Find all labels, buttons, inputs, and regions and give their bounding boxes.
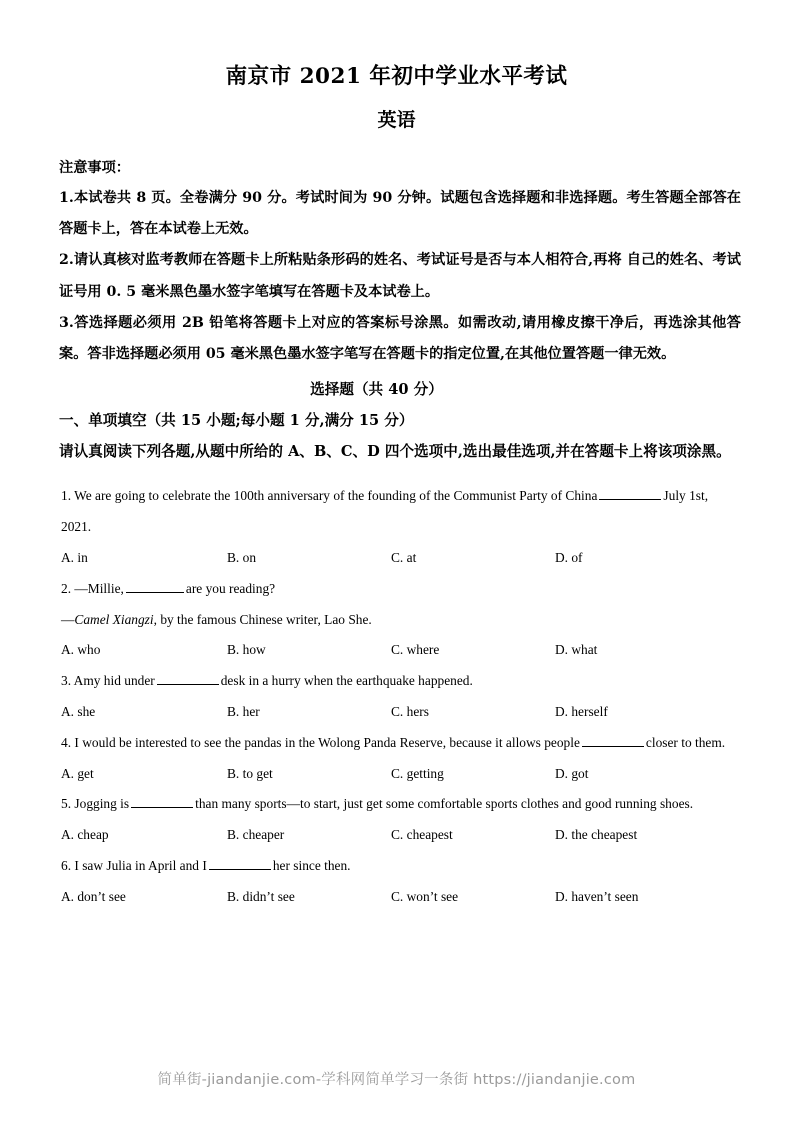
option-c[interactable]: C. where [391, 642, 440, 658]
answer-blank[interactable] [126, 581, 184, 593]
option-a[interactable]: A. cheap [61, 827, 109, 843]
question-options [61, 882, 739, 913]
option-a[interactable]: A. who [61, 642, 101, 658]
part-one-title: 一、单项填空（共 15 小题;每小题 1 分,满分 15 分） [59, 412, 414, 430]
question-text-after: , by the famous Chinese writer, Lao She. [153, 611, 372, 627]
answer-blank[interactable] [157, 673, 219, 685]
option-d[interactable]: D. of [555, 550, 583, 566]
question-number: 5. [61, 796, 72, 812]
option-c[interactable]: C. cheapest [391, 827, 453, 843]
option-b[interactable]: B. how [227, 642, 266, 658]
answer-blank[interactable] [599, 488, 661, 500]
subject-title: 英语 [377, 109, 416, 131]
question-text-after: are you reading? [185, 580, 276, 596]
question-text-after: July 1st, 2021. [61, 488, 709, 535]
question-number: 6. [61, 857, 72, 873]
question-number: 1. [61, 488, 72, 504]
question-number: 4. [61, 734, 72, 750]
question-number: 2. [61, 580, 72, 596]
question-stem [61, 789, 739, 820]
option-b[interactable]: B. cheaper [227, 827, 285, 843]
option-b[interactable]: B. her [227, 704, 260, 719]
note-item-2: 2.请认真核对监考教师在答题卡上所粘贴条形码的姓名、考试证号是否与本人相符合,再将 自己的姓名、考试证号用 0. 5 毫米黑色墨水签字笔填写在答题卡及本试卷上。 [59, 252, 741, 300]
option-b[interactable]: B. to get [227, 765, 273, 781]
option-a[interactable]: A. don’t see [61, 888, 126, 904]
question-options [61, 543, 739, 574]
question-text-before: I saw Julia in April and I [74, 857, 207, 873]
answer-blank[interactable] [209, 858, 271, 870]
question-text-before: —Millie, [74, 580, 124, 596]
question-stem [61, 481, 739, 543]
question-item [61, 789, 739, 851]
option-c[interactable]: C. at [391, 550, 417, 566]
question-text-after: desk in a hurry when the earthquake happened. [220, 673, 473, 689]
choice-section-title: 选择题（共 40 分） [310, 381, 443, 399]
part-one-instruction: 请认真阅读下列各题,从题中所给的 A、B、C、D 四个选项中,选出最佳选项,并在答题卡上将该项涂黑。 [59, 443, 731, 461]
option-a[interactable]: A. in [61, 550, 88, 566]
option-d[interactable]: D. what [555, 642, 598, 658]
option-b[interactable]: B. didn’t see [227, 888, 295, 904]
option-d[interactable]: D. herself [555, 704, 608, 719]
answer-blank[interactable] [131, 796, 193, 808]
notes-heading: 注意事项： [59, 160, 130, 176]
option-a[interactable]: A. get [61, 765, 94, 781]
question-item [61, 728, 739, 790]
question-text-after: than many sports—to start, just get some comfortable sports clothes and good running shoes. [195, 796, 694, 812]
question-stem [61, 666, 739, 697]
dialogue-dash: — [61, 611, 75, 627]
option-c[interactable]: C. won’t see [391, 888, 459, 904]
exam-notes [48, 154, 745, 370]
question-text-before: Jogging is [74, 796, 130, 812]
question-text-before: We are going to celebrate the 100th anniversary of the founding of the Communist Party of China [74, 488, 598, 504]
option-d[interactable]: D. got [555, 765, 589, 781]
option-d[interactable]: D. the cheapest [555, 827, 638, 843]
footer-watermark: 简单街-jiandanjie.com-学科网简单学习一条街 https://jiandanjie.com [157, 1072, 636, 1088]
question-options [61, 635, 739, 666]
question-stem [61, 574, 739, 605]
option-d[interactable]: D. haven’t seen [555, 888, 639, 904]
question-item [61, 481, 739, 573]
question-number: 3. [61, 673, 72, 689]
question-item [61, 574, 739, 666]
option-c[interactable]: C. getting [391, 765, 444, 781]
option-c[interactable]: C. hers [391, 704, 429, 719]
question-options [61, 820, 739, 851]
question-options [61, 759, 739, 790]
option-a[interactable]: A. she [61, 704, 96, 719]
question-stem [61, 851, 739, 882]
question-text-after: closer to them. [645, 734, 726, 750]
answer-blank[interactable] [582, 735, 644, 747]
question-stem [61, 728, 739, 759]
question-list [48, 481, 745, 912]
question-text-after: her since then. [272, 857, 351, 873]
question-text-before: I would be interested to see the pandas in the Wolong Panda Reserve, because it allows people [74, 734, 580, 750]
question-text-before: Amy hid under [73, 673, 155, 689]
question-options [61, 697, 739, 728]
question-item [61, 666, 739, 728]
note-item-1: 1.本试卷共 8 页。全卷满分 90 分。考试时间为 90 分钟。试题包含选择题和非选择题。考生答题全部答在答题卡上，答在本试卷上无效。 [59, 190, 741, 238]
page-title: 南京市 2021 年初中学业水平考试 [225, 64, 568, 89]
note-item-3: 3.答选择题必须用 2B 铅笔将答题卡上对应的答案标号涂黑。如需改动,请用橡皮擦干净后，再选涂其他答案。答非选择题必须用 05 毫米黑色墨水签字笔写在答题卡的指定位置,在其他位置答题一律无效。 [59, 314, 741, 363]
book-title-italic: Camel Xiangzi [74, 611, 154, 627]
question-item [61, 851, 739, 913]
option-b[interactable]: B. on [227, 550, 257, 566]
question-stem-line2 [61, 605, 739, 636]
